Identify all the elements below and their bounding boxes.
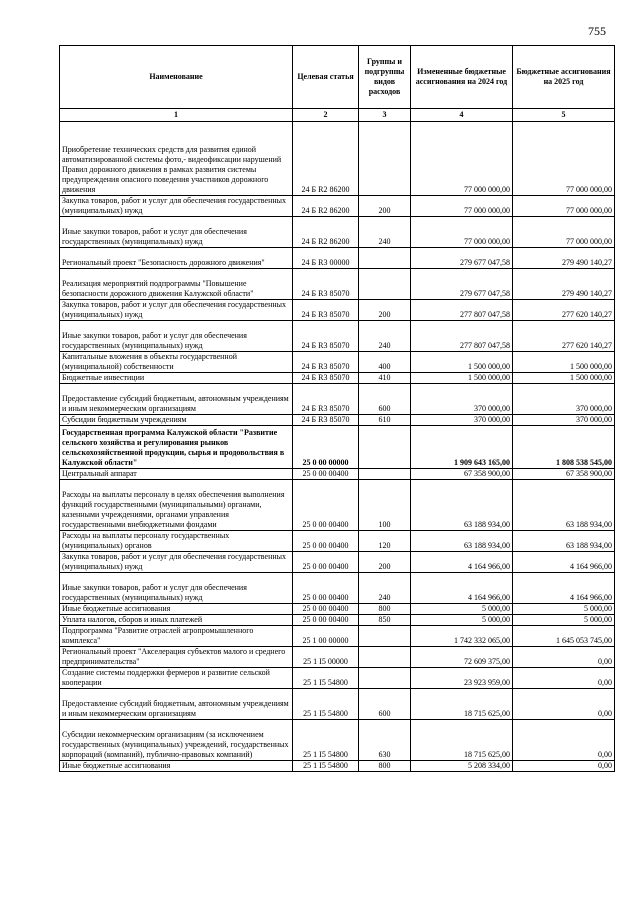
table-row (60, 352, 615, 373)
row-amount-2024: 370 000,00 (411, 415, 513, 426)
page-number: 755 (588, 24, 606, 38)
row-amount-2025: 1 645 053 745,00 (513, 626, 615, 647)
column-number: 1 (60, 109, 293, 122)
row-amount-2024: 23 923 959,00 (411, 668, 513, 689)
row-target-code: 24 Б R2 86200 (293, 122, 359, 196)
row-target-code: 25 1 I5 54800 (293, 720, 359, 761)
row-amount-2025: 0,00 (513, 689, 615, 720)
row-name: Приобретение технических средств для развития единой автоматизированной системы фото,- видеофиксации нарушений Правил дорожного движения в рамках развития системы предупреждения опасного поведения участников дорожного движения (60, 122, 293, 196)
row-amount-2025: 279 490 140,27 (513, 248, 615, 269)
row-name: Подпрограмма "Развитие отраслей агропромышленного комплекса" (60, 626, 293, 647)
row-amount-2025: 5 000,00 (513, 615, 615, 626)
row-name: Закупка товаров, работ и услуг для обеспечения государственных (муниципальных) нужд (60, 300, 293, 321)
row-amount-2024: 77 000 000,00 (411, 196, 513, 217)
row-expense-group: 120 (359, 531, 411, 552)
table-row (60, 615, 615, 626)
row-target-code: 24 Б R3 85070 (293, 384, 359, 415)
table-row (60, 647, 615, 668)
row-expense-group (359, 426, 411, 469)
row-name: Региональный проект "Безопасность дорожного движения" (60, 248, 293, 269)
row-amount-2025: 63 188 934,00 (513, 480, 615, 531)
row-target-code: 25 0 00 00400 (293, 604, 359, 615)
row-target-code: 25 0 00 00400 (293, 552, 359, 573)
table-row (60, 196, 615, 217)
row-amount-2025: 5 000,00 (513, 604, 615, 615)
row-amount-2025: 4 164 966,00 (513, 552, 615, 573)
row-expense-group: 850 (359, 615, 411, 626)
row-amount-2024: 18 715 625,00 (411, 720, 513, 761)
row-expense-group: 400 (359, 352, 411, 373)
row-amount-2025: 1 500 000,00 (513, 352, 615, 373)
row-amount-2025: 67 358 900,00 (513, 469, 615, 480)
table-row (60, 373, 615, 384)
row-expense-group (359, 248, 411, 269)
row-amount-2025: 77 000 000,00 (513, 217, 615, 248)
row-target-code: 24 Б R2 86200 (293, 217, 359, 248)
row-amount-2024: 4 164 966,00 (411, 552, 513, 573)
row-target-code: 25 0 00 00400 (293, 469, 359, 480)
row-amount-2025: 0,00 (513, 720, 615, 761)
row-name: Расходы на выплаты персоналу государственных (муниципальных) органов (60, 531, 293, 552)
row-target-code: 24 Б R3 85070 (293, 352, 359, 373)
row-target-code: 25 1 I5 54800 (293, 689, 359, 720)
row-amount-2024: 5 208 334,00 (411, 761, 513, 772)
row-target-code: 25 1 I5 00000 (293, 647, 359, 668)
row-amount-2025: 370 000,00 (513, 384, 615, 415)
row-name: Субсидии бюджетным учреждениям (60, 415, 293, 426)
row-name: Капитальные вложения в объекты государственной (муниципальной) собственности (60, 352, 293, 373)
row-expense-group: 200 (359, 196, 411, 217)
row-name: Бюджетные инвестиции (60, 373, 293, 384)
row-amount-2024: 5 000,00 (411, 615, 513, 626)
row-expense-group: 600 (359, 689, 411, 720)
row-amount-2024: 1 742 332 065,00 (411, 626, 513, 647)
row-amount-2024: 279 677 047,58 (411, 269, 513, 300)
row-amount-2024: 1 500 000,00 (411, 352, 513, 373)
table-row (60, 269, 615, 300)
row-amount-2024: 77 000 000,00 (411, 217, 513, 248)
row-name: Закупка товаров, работ и услуг для обеспечения государственных (муниципальных) нужд (60, 196, 293, 217)
table-row (60, 761, 615, 772)
row-amount-2024: 5 000,00 (411, 604, 513, 615)
row-target-code: 25 0 00 00400 (293, 573, 359, 604)
row-name: Иные закупки товаров, работ и услуг для обеспечения государственных (муниципальных) нужд (60, 573, 293, 604)
table-row (60, 415, 615, 426)
row-expense-group: 610 (359, 415, 411, 426)
row-name: Уплата налогов, сборов и иных платежей (60, 615, 293, 626)
row-amount-2024: 77 000 000,00 (411, 122, 513, 196)
table-row (60, 604, 615, 615)
row-amount-2025: 277 620 140,27 (513, 321, 615, 352)
row-expense-group: 600 (359, 384, 411, 415)
row-amount-2024: 279 677 047,58 (411, 248, 513, 269)
row-expense-group: 630 (359, 720, 411, 761)
row-amount-2025: 370 000,00 (513, 415, 615, 426)
table-row (60, 720, 615, 761)
column-number: 5 (513, 109, 615, 122)
row-target-code: 25 0 00 00400 (293, 531, 359, 552)
row-expense-group: 800 (359, 604, 411, 615)
table-body (60, 122, 615, 772)
row-name: Государственная программа Калужской области "Развитие сельского хозяйства и регулирования рынков сельскохозяйственной продукции, сырья и продовольствия в Калужской области" (60, 426, 293, 469)
row-amount-2025: 277 620 140,27 (513, 300, 615, 321)
row-expense-group (359, 269, 411, 300)
header-code: Целевая статья (293, 46, 359, 109)
header-amount-2025: Бюджетные ассигнования на 2025 год (513, 46, 615, 109)
table-row (60, 480, 615, 531)
row-target-code: 24 Б R3 85070 (293, 415, 359, 426)
row-amount-2025: 279 490 140,27 (513, 269, 615, 300)
row-amount-2024: 1 500 000,00 (411, 373, 513, 384)
table-row (60, 531, 615, 552)
row-name: Иные закупки товаров, работ и услуг для обеспечения государственных (муниципальных) нужд (60, 217, 293, 248)
header-group: Группы и подгруппы видов расходов (359, 46, 411, 109)
table-row (60, 689, 615, 720)
table-row (60, 384, 615, 415)
row-target-code: 25 0 00 00400 (293, 480, 359, 531)
column-number: 3 (359, 109, 411, 122)
table-row (60, 469, 615, 480)
row-amount-2025: 0,00 (513, 668, 615, 689)
row-amount-2024: 370 000,00 (411, 384, 513, 415)
table-row (60, 321, 615, 352)
header-name: Наименование (60, 46, 293, 109)
row-amount-2025: 77 000 000,00 (513, 196, 615, 217)
row-target-code: 24 Б R2 86200 (293, 196, 359, 217)
table-row (60, 668, 615, 689)
row-amount-2024: 67 358 900,00 (411, 469, 513, 480)
row-target-code: 24 Б R3 85070 (293, 269, 359, 300)
row-name: Иные бюджетные ассигнования (60, 761, 293, 772)
row-target-code: 24 Б R3 00000 (293, 248, 359, 269)
row-expense-group: 410 (359, 373, 411, 384)
table-row (60, 300, 615, 321)
row-target-code: 25 0 00 00400 (293, 615, 359, 626)
row-target-code: 24 Б R3 85070 (293, 300, 359, 321)
row-expense-group: 240 (359, 573, 411, 604)
row-amount-2024: 72 609 375,00 (411, 647, 513, 668)
row-target-code: 24 Б R3 85070 (293, 321, 359, 352)
row-expense-group (359, 122, 411, 196)
row-target-code: 25 0 00 00000 (293, 426, 359, 469)
row-name: Предоставление субсидий бюджетным, автономным учреждениям и иным некоммерческим организациям (60, 689, 293, 720)
row-expense-group (359, 647, 411, 668)
row-expense-group: 240 (359, 217, 411, 248)
row-name: Предоставление субсидий бюджетным, автономным учреждениям и иным некоммерческим организациям (60, 384, 293, 415)
row-amount-2025: 4 164 966,00 (513, 573, 615, 604)
row-amount-2024: 1 909 643 165,00 (411, 426, 513, 469)
row-amount-2025: 77 000 000,00 (513, 122, 615, 196)
row-amount-2024: 277 807 047,58 (411, 300, 513, 321)
row-target-code: 25 1 I5 54800 (293, 668, 359, 689)
row-amount-2024: 63 188 934,00 (411, 480, 513, 531)
row-expense-group: 200 (359, 300, 411, 321)
row-name: Региональный проект "Акселерация субъектов малого и среднего предпринимательства" (60, 647, 293, 668)
column-number: 4 (411, 109, 513, 122)
header-amount-2024: Измененные бюджетные ассигнования на 2024 год (411, 46, 513, 109)
row-amount-2024: 18 715 625,00 (411, 689, 513, 720)
row-name: Иные закупки товаров, работ и услуг для обеспечения государственных (муниципальных) нужд (60, 321, 293, 352)
row-expense-group: 200 (359, 552, 411, 573)
row-name: Реализация мероприятий подпрограммы "Повышение безопасности дорожного движения Калужской области" (60, 269, 293, 300)
row-name: Расходы на выплаты персоналу в целях обеспечения выполнения функций государственными (муниципальными) органами, казенными учреждениями, органами управления государственными внебюджетными фондами (60, 480, 293, 531)
row-name: Создание системы поддержки фермеров и развитие сельской кооперации (60, 668, 293, 689)
table-row (60, 552, 615, 573)
row-amount-2024: 63 188 934,00 (411, 531, 513, 552)
table-row (60, 248, 615, 269)
budget-table (59, 45, 615, 772)
row-name: Центральный аппарат (60, 469, 293, 480)
table-row (60, 122, 615, 196)
row-name: Субсидии некоммерческим организациям (за исключением государственных (муниципальных) учреждений, государственных корпораций (компаний), публично-правовых компаний) (60, 720, 293, 761)
row-amount-2024: 4 164 966,00 (411, 573, 513, 604)
row-expense-group: 100 (359, 480, 411, 531)
row-expense-group (359, 668, 411, 689)
row-expense-group (359, 626, 411, 647)
row-amount-2025: 1 808 538 545,00 (513, 426, 615, 469)
header-row (60, 46, 615, 109)
row-target-code: 25 1 00 00000 (293, 626, 359, 647)
row-amount-2025: 0,00 (513, 647, 615, 668)
row-expense-group (359, 469, 411, 480)
row-amount-2024: 277 807 047,58 (411, 321, 513, 352)
row-amount-2025: 0,00 (513, 761, 615, 772)
table-row (60, 573, 615, 604)
row-target-code: 24 Б R3 85070 (293, 373, 359, 384)
row-amount-2025: 1 500 000,00 (513, 373, 615, 384)
table-row (60, 217, 615, 248)
row-name: Иные бюджетные ассигнования (60, 604, 293, 615)
column-number-row (60, 109, 615, 122)
row-expense-group: 240 (359, 321, 411, 352)
row-expense-group: 800 (359, 761, 411, 772)
row-name: Закупка товаров, работ и услуг для обеспечения государственных (муниципальных) нужд (60, 552, 293, 573)
column-number: 2 (293, 109, 359, 122)
row-target-code: 25 1 I5 54800 (293, 761, 359, 772)
table-row (60, 626, 615, 647)
row-amount-2025: 63 188 934,00 (513, 531, 615, 552)
table-row (60, 426, 615, 469)
